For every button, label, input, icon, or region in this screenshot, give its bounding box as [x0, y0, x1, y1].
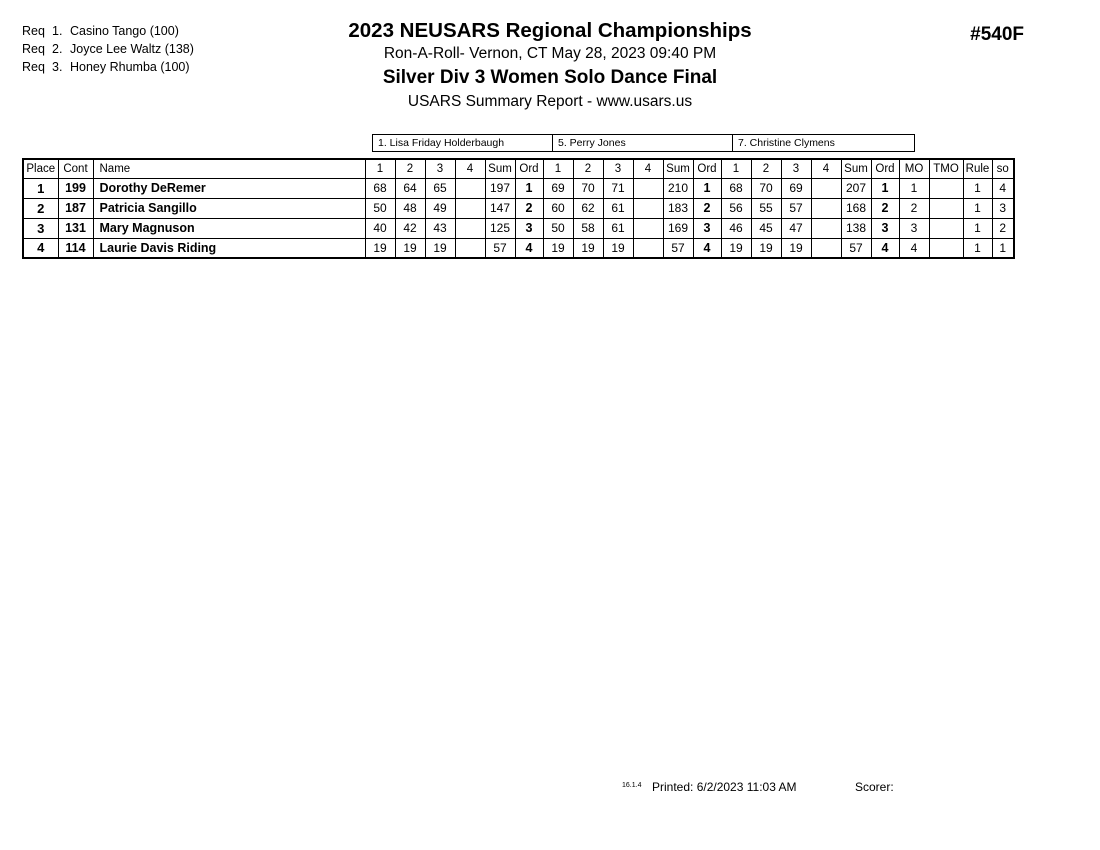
cell-mo: 1 [899, 178, 929, 198]
cell-rule: 1 [963, 178, 992, 198]
report-header [0, 18, 1100, 113]
header-j3-ord: Ord [871, 159, 899, 178]
header-name: Name [93, 159, 365, 178]
table-row [23, 198, 1014, 218]
requirement-number: 3. [52, 60, 63, 74]
cell-j1-score-1: 68 [365, 178, 395, 198]
cell-cont: 199 [58, 178, 93, 198]
cell-j2-ord: 4 [693, 238, 721, 258]
requirement-text: Joyce Lee Waltz (138) [70, 42, 194, 56]
scorer-label: Scorer: [855, 780, 894, 794]
cell-j1-score-2: 19 [395, 238, 425, 258]
requirement-text: Casino Tango (100) [70, 24, 179, 38]
cell-j1-score-2: 64 [395, 178, 425, 198]
cell-j2-score-2: 19 [573, 238, 603, 258]
cell-j1-score-1: 40 [365, 218, 395, 238]
header-j2-dance-4: 4 [633, 159, 663, 178]
cell-tmo [929, 178, 963, 198]
header-j1-sum: Sum [485, 159, 515, 178]
cell-rule: 1 [963, 198, 992, 218]
cell-tmo [929, 238, 963, 258]
cell-j2-score-4 [633, 178, 663, 198]
cell-rule: 1 [963, 218, 992, 238]
requirement-text: Honey Rhumba (100) [70, 60, 190, 74]
cell-place: 3 [23, 218, 58, 238]
cell-cont: 114 [58, 238, 93, 258]
cell-j2-score-1: 69 [543, 178, 573, 198]
cell-j2-score-2: 62 [573, 198, 603, 218]
cell-j1-score-3: 19 [425, 238, 455, 258]
event-code: #540F [970, 24, 1024, 45]
header-j3-dance-3: 3 [781, 159, 811, 178]
cell-name: Patricia Sangillo [93, 198, 365, 218]
cell-so: 4 [992, 178, 1014, 198]
cell-j1-score-3: 43 [425, 218, 455, 238]
cell-tmo [929, 198, 963, 218]
cell-j3-score-2: 70 [751, 178, 781, 198]
cell-j2-sum: 183 [663, 198, 693, 218]
header-mo: MO [899, 159, 929, 178]
page-title: 2023 NEUSARS Regional Championships [348, 19, 752, 42]
cell-j1-ord: 3 [515, 218, 543, 238]
cell-j3-sum: 138 [841, 218, 871, 238]
cell-so: 2 [992, 218, 1014, 238]
cell-j1-score-2: 42 [395, 218, 425, 238]
report-subtitle: USARS Summary Report - www.usars.us [407, 93, 693, 110]
venue-datetime: Ron-A-Roll- Vernon, CT May 28, 2023 09:40 PM [383, 45, 717, 62]
cell-place: 1 [23, 178, 58, 198]
cell-j1-ord: 1 [515, 178, 543, 198]
cell-name: Laurie Davis Riding [93, 238, 365, 258]
cell-j2-sum: 210 [663, 178, 693, 198]
cell-j1-score-4 [455, 198, 485, 218]
cell-j1-score-3: 65 [425, 178, 455, 198]
header-j2-dance-3: 3 [603, 159, 633, 178]
table-row [23, 238, 1014, 258]
header-j3-dance-2: 2 [751, 159, 781, 178]
cell-j3-sum: 168 [841, 198, 871, 218]
cell-j1-ord: 2 [515, 198, 543, 218]
cell-j2-score-1: 19 [543, 238, 573, 258]
judge-name-3: 7. Christine Clymens [732, 134, 915, 152]
cell-j1-sum: 147 [485, 198, 515, 218]
cell-j3-score-4 [811, 218, 841, 238]
cell-cont: 187 [58, 198, 93, 218]
cell-j1-score-4 [455, 238, 485, 258]
header-rule: Rule [963, 159, 992, 178]
cell-j3-score-2: 55 [751, 198, 781, 218]
cell-j3-score-3: 19 [781, 238, 811, 258]
cell-j1-score-3: 49 [425, 198, 455, 218]
cell-j2-sum: 169 [663, 218, 693, 238]
cell-place: 2 [23, 198, 58, 218]
cell-j3-score-2: 19 [751, 238, 781, 258]
cell-j1-sum: 57 [485, 238, 515, 258]
header-so: so [992, 159, 1014, 178]
cell-j1-score-4 [455, 178, 485, 198]
requirement-number: 1. [52, 24, 63, 38]
cell-j2-score-4 [633, 238, 663, 258]
cell-j2-score-3: 61 [603, 218, 633, 238]
printed-timestamp: Printed: 6/2/2023 11:03 AM [652, 780, 797, 794]
cell-j2-score-3: 71 [603, 178, 633, 198]
requirement-number: 2. [52, 42, 63, 56]
cell-j3-score-1: 68 [721, 178, 751, 198]
cell-j2-score-3: 19 [603, 238, 633, 258]
judge-name-2: 5. Perry Jones [552, 134, 732, 152]
cell-j1-score-2: 48 [395, 198, 425, 218]
cell-j3-sum: 207 [841, 178, 871, 198]
cell-j3-sum: 57 [841, 238, 871, 258]
cell-j3-ord: 1 [871, 178, 899, 198]
cell-j1-score-1: 50 [365, 198, 395, 218]
cell-place: 4 [23, 238, 58, 258]
cell-j3-score-3: 69 [781, 178, 811, 198]
cell-j1-score-4 [455, 218, 485, 238]
cell-j2-score-1: 50 [543, 218, 573, 238]
header-j1-dance-3: 3 [425, 159, 455, 178]
results-table [22, 158, 1015, 259]
cell-j3-score-4 [811, 198, 841, 218]
cell-j2-score-2: 70 [573, 178, 603, 198]
cell-mo: 3 [899, 218, 929, 238]
judge-name-1: 1. Lisa Friday Holderbaugh [372, 134, 552, 152]
version-label: 16.1.4 [622, 782, 642, 789]
cell-j1-ord: 4 [515, 238, 543, 258]
header-j2-dance-1: 1 [543, 159, 573, 178]
cell-name: Mary Magnuson [93, 218, 365, 238]
header-j1-dance-2: 2 [395, 159, 425, 178]
cell-j3-ord: 2 [871, 198, 899, 218]
cell-j3-score-3: 47 [781, 218, 811, 238]
cell-rule: 1 [963, 238, 992, 258]
header-cont: Cont [58, 159, 93, 178]
header-j2-sum: Sum [663, 159, 693, 178]
header-tmo: TMO [929, 159, 963, 178]
header-place: Place [23, 159, 58, 178]
header-j3-dance-4: 4 [811, 159, 841, 178]
cell-j3-score-1: 46 [721, 218, 751, 238]
cell-cont: 131 [58, 218, 93, 238]
cell-j3-score-1: 19 [721, 238, 751, 258]
cell-so: 3 [992, 198, 1014, 218]
cell-j3-ord: 3 [871, 218, 899, 238]
cell-j2-score-4 [633, 198, 663, 218]
cell-mo: 2 [899, 198, 929, 218]
cell-j1-sum: 125 [485, 218, 515, 238]
judge-band [372, 134, 915, 152]
cell-j2-score-2: 58 [573, 218, 603, 238]
cell-j1-score-1: 19 [365, 238, 395, 258]
table-row [23, 178, 1014, 198]
cell-j3-score-4 [811, 178, 841, 198]
cell-j2-score-4 [633, 218, 663, 238]
cell-j2-score-3: 61 [603, 198, 633, 218]
header-j2-ord: Ord [693, 159, 721, 178]
cell-j3-score-3: 57 [781, 198, 811, 218]
requirement-label: Req [22, 24, 45, 38]
cell-mo: 4 [899, 238, 929, 258]
cell-j3-score-4 [811, 238, 841, 258]
cell-j2-ord: 1 [693, 178, 721, 198]
header-j1-ord: Ord [515, 159, 543, 178]
cell-j1-sum: 197 [485, 178, 515, 198]
cell-j3-ord: 4 [871, 238, 899, 258]
cell-so: 1 [992, 238, 1014, 258]
cell-j2-ord: 2 [693, 198, 721, 218]
cell-j2-sum: 57 [663, 238, 693, 258]
table-row [23, 218, 1014, 238]
event-title: Silver Div 3 Women Solo Dance Final [382, 67, 718, 88]
requirement-label: Req [22, 42, 45, 56]
header-j2-dance-2: 2 [573, 159, 603, 178]
cell-name: Dorothy DeRemer [93, 178, 365, 198]
cell-j3-score-2: 45 [751, 218, 781, 238]
cell-j3-score-1: 56 [721, 198, 751, 218]
cell-tmo [929, 218, 963, 238]
cell-j2-ord: 3 [693, 218, 721, 238]
header-j3-sum: Sum [841, 159, 871, 178]
table-header-row [23, 159, 1014, 178]
header-j3-dance-1: 1 [721, 159, 751, 178]
cell-j2-score-1: 60 [543, 198, 573, 218]
header-j1-dance-1: 1 [365, 159, 395, 178]
header-j1-dance-4: 4 [455, 159, 485, 178]
requirement-label: Req [22, 60, 45, 74]
